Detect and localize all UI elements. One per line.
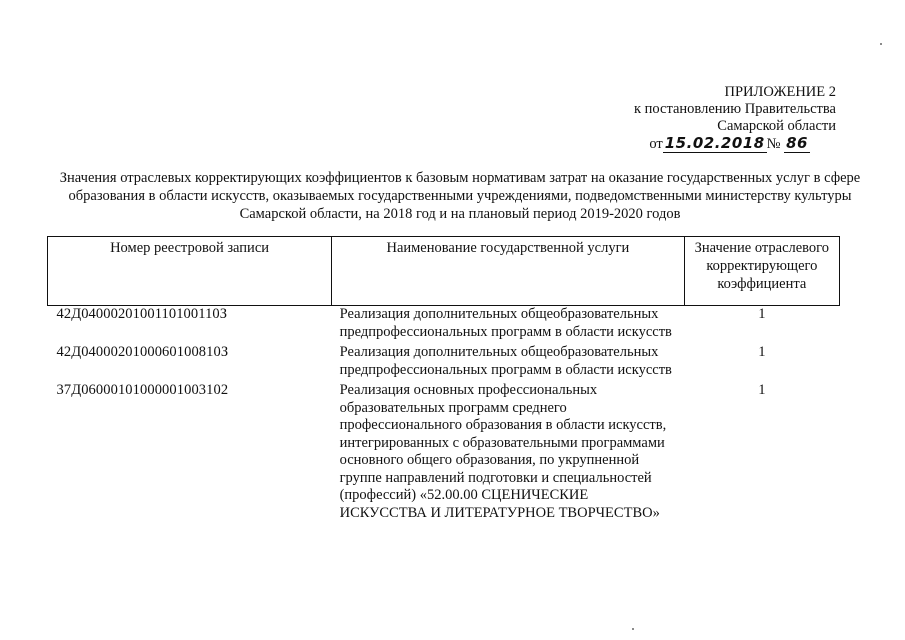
table-row	[48, 344, 840, 382]
registry-number-cell: 42Д0400020100060100810З	[56, 344, 229, 360]
service-name-cell: Реализация дополнительных общеобразовательных предпрофессиональных программ в области искусств	[339, 306, 672, 340]
table-header-row	[48, 237, 840, 306]
handwritten-number: 86	[786, 134, 808, 152]
document-heading: Значения отраслевых корректирующих коэффициентов к базовым нормативам затрат на оказание государственных услуг в сфере образования в области искусств, оказываемых государственными учреждениями, подведомственными министерству культуры Самарской области, на 2018 год и на плановый период 2019-2020 годов	[59, 170, 861, 222]
header-service-name: Наименование государственной услуги	[332, 237, 685, 306]
header-registry-number: Номер реестровой записи	[48, 237, 332, 306]
coefficients-table	[47, 236, 840, 522]
appendix-title: ПРИЛОЖЕНИЕ 2	[724, 84, 836, 100]
table-row	[48, 382, 840, 522]
service-name-cell: Реализация дополнительных общеобразовательных предпрофессиональных программ в области искусств	[339, 344, 672, 378]
coefficient-value-cell: 1	[758, 344, 766, 360]
appendix-block	[634, 84, 860, 153]
table-row	[48, 306, 840, 345]
scan-speck	[880, 43, 882, 45]
coefficient-value-cell: 1	[758, 382, 766, 398]
scan-speck	[632, 628, 634, 630]
appendix-resolution-line: к постановлению Правительства	[634, 101, 836, 117]
appendix-date-line	[634, 135, 860, 153]
number-prefix: №	[766, 136, 781, 152]
coefficient-value-cell: 1	[758, 306, 766, 322]
handwritten-date: 15.02.2018	[664, 134, 765, 152]
appendix-region-line: Самарской области	[717, 118, 836, 134]
registry-number-cell: 37Д06000101000001003102	[56, 382, 229, 398]
service-name-cell: Реализация основных профессиональных образовательных программ среднего профессионального образования в области искусств, интегрированных с образовательными программами основного общего образования, по укрупненной группе направлений подготовки и специальностей (профессий) «52.00.00 СЦЕНИЧЕСКИЕ ИСКУССТВА И ЛИТЕРАТУРНОЕ ТВОРЧЕСТВО»	[339, 382, 667, 521]
registry-number-cell: 42Д0400020100110100110З	[56, 306, 228, 322]
date-prefix: от	[649, 136, 663, 152]
header-coefficient-value: Значение отраслевого корректирующего коэффициента	[684, 237, 839, 306]
